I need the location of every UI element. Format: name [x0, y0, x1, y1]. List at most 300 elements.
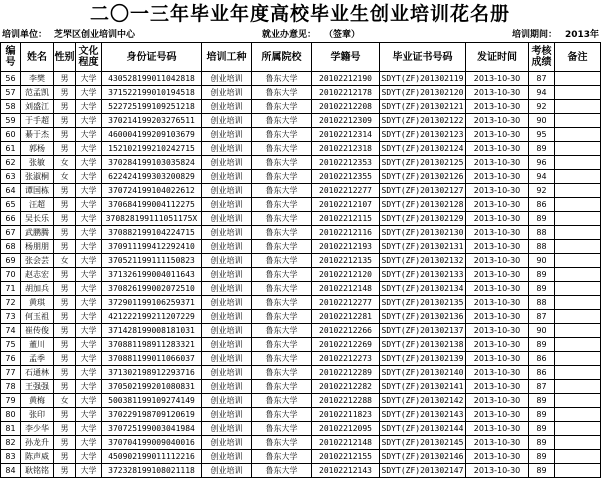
- cell-remarks: [555, 464, 601, 478]
- header-cell-no: 编号: [1, 43, 21, 72]
- cell-gender: 男: [54, 422, 76, 436]
- roster-table: [0, 42, 601, 478]
- cell-student-no: 20102212282: [312, 380, 380, 394]
- header-cell-remarks: 备注: [555, 43, 601, 72]
- cell-training-type: 创业培训: [202, 338, 252, 352]
- cell-school: 鲁东大学: [252, 226, 312, 240]
- cell-name: 张敏: [21, 156, 54, 170]
- cell-gender: 男: [54, 268, 76, 282]
- cell-issue-date: 2013-10-30: [466, 464, 529, 478]
- cell-training-type: 创业培训: [202, 198, 252, 212]
- cell-student-no: 20102212115: [312, 212, 380, 226]
- cell-no: 62: [1, 156, 21, 170]
- cell-student-no: 20102212353: [312, 156, 380, 170]
- cell-score: 89: [529, 212, 555, 226]
- cell-school: 鲁东大学: [252, 156, 312, 170]
- cell-student-no: 20102212155: [312, 450, 380, 464]
- cell-score: 95: [529, 128, 555, 142]
- cell-gender: 女: [54, 254, 76, 268]
- cell-certificate-no: SDYT(ZF)201302121: [380, 100, 466, 114]
- cell-id-number: 372328199108021118: [102, 464, 202, 478]
- cell-remarks: [555, 142, 601, 156]
- cell-school: 鲁东大学: [252, 128, 312, 142]
- cell-certificate-no: SDYT(ZF)201302119: [380, 72, 466, 86]
- cell-name: 张会芸: [21, 254, 54, 268]
- employment-office-opinion-value: （签章）: [324, 30, 361, 40]
- cell-no: 71: [1, 282, 21, 296]
- cell-student-no: 20102211823: [312, 408, 380, 422]
- cell-school: 鲁东大学: [252, 72, 312, 86]
- cell-remarks: [555, 170, 601, 184]
- header-cell-issue-date: 发证时间: [466, 43, 529, 72]
- cell-remarks: [555, 86, 601, 100]
- cell-id-number: 370684199004112275: [102, 198, 202, 212]
- table-row: [1, 142, 601, 156]
- cell-education: 大学: [76, 296, 102, 310]
- cell-remarks: [555, 436, 601, 450]
- cell-no: 67: [1, 226, 21, 240]
- cell-issue-date: 2013-10-30: [466, 450, 529, 464]
- cell-school: 鲁东大学: [252, 212, 312, 226]
- cell-id-number: 430528199011042818: [102, 72, 202, 86]
- cell-no: 65: [1, 198, 21, 212]
- cell-score: 92: [529, 184, 555, 198]
- cell-gender: 男: [54, 72, 76, 86]
- cell-id-number: 371428199008181031: [102, 324, 202, 338]
- cell-training-type: 创业培训: [202, 324, 252, 338]
- cell-school: 鲁东大学: [252, 324, 312, 338]
- training-unit-value: 芝罘区创业培训中心: [54, 30, 136, 40]
- cell-education: 大学: [76, 254, 102, 268]
- cell-issue-date: 2013-10-30: [466, 128, 529, 142]
- header-cell-score: 考核成绩: [529, 43, 555, 72]
- cell-no: 80: [1, 408, 21, 422]
- cell-gender: 女: [54, 156, 76, 170]
- cell-certificate-no: SDYT(ZF)201302140: [380, 366, 466, 380]
- cell-training-type: 创业培训: [202, 86, 252, 100]
- cell-score: 88: [529, 296, 555, 310]
- table-row: [1, 212, 601, 226]
- cell-education: 大学: [76, 184, 102, 198]
- cell-issue-date: 2013-10-30: [466, 240, 529, 254]
- cell-certificate-no: SDYT(ZF)201302143: [380, 408, 466, 422]
- table-row: [1, 324, 601, 338]
- cell-remarks: [555, 394, 601, 408]
- cell-education: 大学: [76, 156, 102, 170]
- cell-remarks: [555, 310, 601, 324]
- cell-name: 石通林: [21, 366, 54, 380]
- cell-issue-date: 2013-10-30: [466, 226, 529, 240]
- cell-name: 耿铭铭: [21, 464, 54, 478]
- cell-score: 92: [529, 100, 555, 114]
- cell-education: 大学: [76, 100, 102, 114]
- cell-score: 90: [529, 254, 555, 268]
- table-row: [1, 296, 601, 310]
- cell-student-no: 20102212178: [312, 86, 380, 100]
- cell-school: 鲁东大学: [252, 338, 312, 352]
- table-row: [1, 450, 601, 464]
- cell-student-no: 20102212135: [312, 254, 380, 268]
- cell-gender: 女: [54, 394, 76, 408]
- cell-education: 大学: [76, 170, 102, 184]
- cell-student-no: 20102212143: [312, 464, 380, 478]
- cell-certificate-no: SDYT(ZF)201302126: [380, 170, 466, 184]
- table-row: [1, 268, 601, 282]
- cell-gender: 男: [54, 142, 76, 156]
- cell-gender: 男: [54, 184, 76, 198]
- cell-remarks: [555, 254, 601, 268]
- cell-issue-date: 2013-10-30: [466, 282, 529, 296]
- cell-no: 82: [1, 436, 21, 450]
- cell-training-type: 创业培训: [202, 128, 252, 142]
- cell-gender: 男: [54, 282, 76, 296]
- cell-issue-date: 2013-10-30: [466, 254, 529, 268]
- cell-remarks: [555, 282, 601, 296]
- cell-gender: 男: [54, 296, 76, 310]
- cell-school: 鲁东大学: [252, 366, 312, 380]
- cell-name: 李少华: [21, 422, 54, 436]
- cell-education: 大学: [76, 128, 102, 142]
- cell-name: 郭杨: [21, 142, 54, 156]
- cell-student-no: 20102212288: [312, 394, 380, 408]
- cell-training-type: 创业培训: [202, 464, 252, 478]
- cell-issue-date: 2013-10-30: [466, 408, 529, 422]
- cell-issue-date: 2013-10-30: [466, 212, 529, 226]
- cell-score: 89: [529, 394, 555, 408]
- cell-education: 大学: [76, 212, 102, 226]
- cell-issue-date: 2013-10-30: [466, 72, 529, 86]
- cell-name: 杨朋朋: [21, 240, 54, 254]
- cell-issue-date: 2013-10-30: [466, 100, 529, 114]
- cell-training-type: 创业培训: [202, 268, 252, 282]
- cell-student-no: 20102212355: [312, 170, 380, 184]
- cell-remarks: [555, 114, 601, 128]
- cell-name: 綦于杰: [21, 128, 54, 142]
- table-row: [1, 366, 601, 380]
- cell-school: 鲁东大学: [252, 184, 312, 198]
- table-row: [1, 100, 601, 114]
- cell-score: 96: [529, 156, 555, 170]
- table-row: [1, 282, 601, 296]
- header-cell-certificate-no: 毕业证书号码: [380, 43, 466, 72]
- cell-training-type: 创业培训: [202, 184, 252, 198]
- cell-school: 鲁东大学: [252, 100, 312, 114]
- table-row: [1, 128, 601, 142]
- cell-certificate-no: SDYT(ZF)201302142: [380, 394, 466, 408]
- cell-student-no: 20102212148: [312, 436, 380, 450]
- cell-remarks: [555, 422, 601, 436]
- cell-name: 董川: [21, 338, 54, 352]
- cell-score: 89: [529, 282, 555, 296]
- cell-school: 鲁东大学: [252, 380, 312, 394]
- cell-id-number: 370704199009040016: [102, 436, 202, 450]
- cell-name: 崔传俊: [21, 324, 54, 338]
- cell-certificate-no: SDYT(ZF)201302133: [380, 268, 466, 282]
- cell-no: 58: [1, 100, 21, 114]
- cell-issue-date: 2013-10-30: [466, 310, 529, 324]
- cell-remarks: [555, 380, 601, 394]
- cell-name: 范孟凯: [21, 86, 54, 100]
- cell-gender: 男: [54, 338, 76, 352]
- table-row: [1, 254, 601, 268]
- cell-id-number: 370911199412292410: [102, 240, 202, 254]
- cell-score: 89: [529, 450, 555, 464]
- cell-certificate-no: SDYT(ZF)201302124: [380, 142, 466, 156]
- cell-no: 64: [1, 184, 21, 198]
- cell-name: 吴长乐: [21, 212, 54, 226]
- cell-student-no: 20102212120: [312, 268, 380, 282]
- cell-no: 83: [1, 450, 21, 464]
- cell-education: 大学: [76, 142, 102, 156]
- cell-training-type: 创业培训: [202, 114, 252, 128]
- cell-remarks: [555, 156, 601, 170]
- cell-no: 56: [1, 72, 21, 86]
- cell-education: 大学: [76, 352, 102, 366]
- table-row: [1, 338, 601, 352]
- cell-school: 鲁东大学: [252, 240, 312, 254]
- cell-certificate-no: SDYT(ZF)201302127: [380, 184, 466, 198]
- cell-gender: 男: [54, 212, 76, 226]
- cell-issue-date: 2013-10-30: [466, 142, 529, 156]
- cell-gender: 男: [54, 366, 76, 380]
- cell-score: 87: [529, 380, 555, 394]
- cell-no: 84: [1, 464, 21, 478]
- cell-score: 90: [529, 324, 555, 338]
- cell-education: 大学: [76, 268, 102, 282]
- cell-id-number: 370724199104022612: [102, 184, 202, 198]
- cell-certificate-no: SDYT(ZF)201302135: [380, 296, 466, 310]
- cell-name: 黄梅: [21, 394, 54, 408]
- cell-education: 大学: [76, 240, 102, 254]
- training-period-value: 2013年: [565, 30, 600, 40]
- cell-remarks: [555, 198, 601, 212]
- cell-no: 77: [1, 366, 21, 380]
- cell-education: 大学: [76, 86, 102, 100]
- cell-no: 69: [1, 254, 21, 268]
- cell-gender: 男: [54, 436, 76, 450]
- roster-body: [1, 72, 601, 478]
- table-row: [1, 184, 601, 198]
- cell-student-no: 20102212273: [312, 352, 380, 366]
- cell-name: 张印: [21, 408, 54, 422]
- cell-training-type: 创业培训: [202, 254, 252, 268]
- cell-remarks: [555, 100, 601, 114]
- cell-education: 大学: [76, 366, 102, 380]
- employment-office-opinion-label: 就业办意见：: [262, 30, 317, 40]
- cell-name: 王强强: [21, 380, 54, 394]
- cell-gender: 男: [54, 324, 76, 338]
- table-row: [1, 240, 601, 254]
- table-row: [1, 86, 601, 100]
- cell-certificate-no: SDYT(ZF)201302139: [380, 352, 466, 366]
- cell-id-number: 522725199109251218: [102, 100, 202, 114]
- cell-education: 大学: [76, 436, 102, 450]
- cell-issue-date: 2013-10-30: [466, 436, 529, 450]
- cell-name: 赵志宏: [21, 268, 54, 282]
- cell-training-type: 创业培训: [202, 156, 252, 170]
- cell-id-number: 370881199011066037: [102, 352, 202, 366]
- cell-id-number: 152102199210242715: [102, 142, 202, 156]
- cell-certificate-no: SDYT(ZF)201302141: [380, 380, 466, 394]
- cell-name: 于手超: [21, 114, 54, 128]
- cell-certificate-no: SDYT(ZF)201302131: [380, 240, 466, 254]
- cell-student-no: 20102212281: [312, 310, 380, 324]
- cell-certificate-no: SDYT(ZF)201302128: [380, 198, 466, 212]
- cell-gender: 男: [54, 464, 76, 478]
- cell-id-number: 421222199211207229: [102, 310, 202, 324]
- cell-no: 70: [1, 268, 21, 282]
- cell-gender: 男: [54, 128, 76, 142]
- cell-issue-date: 2013-10-30: [466, 338, 529, 352]
- cell-student-no: 20102212266: [312, 324, 380, 338]
- cell-issue-date: 2013-10-30: [466, 296, 529, 310]
- cell-id-number: 370521199111150823: [102, 254, 202, 268]
- table-row: [1, 380, 601, 394]
- table-row: [1, 198, 601, 212]
- cell-score: 89: [529, 268, 555, 282]
- cell-gender: 男: [54, 310, 76, 324]
- header-cell-student-no: 学籍号: [312, 43, 380, 72]
- cell-no: 60: [1, 128, 21, 142]
- cell-training-type: 创业培训: [202, 296, 252, 310]
- cell-issue-date: 2013-10-30: [466, 422, 529, 436]
- cell-score: 94: [529, 170, 555, 184]
- cell-training-type: 创业培训: [202, 352, 252, 366]
- cell-gender: 男: [54, 380, 76, 394]
- cell-certificate-no: SDYT(ZF)201302136: [380, 310, 466, 324]
- cell-no: 63: [1, 170, 21, 184]
- table-row: [1, 422, 601, 436]
- cell-certificate-no: SDYT(ZF)201302132: [380, 254, 466, 268]
- info-line: [0, 28, 600, 42]
- cell-education: 大学: [76, 450, 102, 464]
- table-row: [1, 226, 601, 240]
- cell-score: 94: [529, 86, 555, 100]
- cell-school: 鲁东大学: [252, 268, 312, 282]
- table-row: [1, 310, 601, 324]
- cell-issue-date: 2013-10-30: [466, 170, 529, 184]
- cell-school: 鲁东大学: [252, 198, 312, 212]
- cell-education: 大学: [76, 422, 102, 436]
- cell-id-number: 371522199010194518: [102, 86, 202, 100]
- cell-gender: 男: [54, 408, 76, 422]
- cell-school: 鲁东大学: [252, 86, 312, 100]
- cell-school: 鲁东大学: [252, 464, 312, 478]
- cell-training-type: 创业培训: [202, 226, 252, 240]
- cell-remarks: [555, 296, 601, 310]
- cell-issue-date: 2013-10-30: [466, 324, 529, 338]
- training-period-label: 培训期间：: [512, 30, 558, 40]
- cell-score: 90: [529, 114, 555, 128]
- cell-student-no: 20102212107: [312, 198, 380, 212]
- cell-remarks: [555, 226, 601, 240]
- cell-name: 何玉祖: [21, 310, 54, 324]
- cell-education: 大学: [76, 324, 102, 338]
- cell-training-type: 创业培训: [202, 450, 252, 464]
- cell-certificate-no: SDYT(ZF)201302146: [380, 450, 466, 464]
- cell-gender: 女: [54, 170, 76, 184]
- cell-gender: 男: [54, 114, 76, 128]
- cell-no: 72: [1, 296, 21, 310]
- cell-score: 89: [529, 408, 555, 422]
- cell-score: 89: [529, 338, 555, 352]
- cell-id-number: 372901199106259371: [102, 296, 202, 310]
- cell-no: 79: [1, 394, 21, 408]
- cell-remarks: [555, 72, 601, 86]
- cell-no: 61: [1, 142, 21, 156]
- header-cell-gender: 性别: [54, 43, 76, 72]
- table-row: [1, 156, 601, 170]
- cell-gender: 男: [54, 86, 76, 100]
- cell-name: 武鹏腾: [21, 226, 54, 240]
- cell-score: 88: [529, 226, 555, 240]
- cell-id-number: 370826199002072510: [102, 282, 202, 296]
- cell-id-number: 370828199111051175X: [102, 212, 202, 226]
- cell-education: 大学: [76, 114, 102, 128]
- cell-id-number: 370882199104224715: [102, 226, 202, 240]
- cell-certificate-no: SDYT(ZF)201302147: [380, 464, 466, 478]
- cell-school: 鲁东大学: [252, 310, 312, 324]
- cell-training-type: 创业培训: [202, 212, 252, 226]
- cell-education: 大学: [76, 72, 102, 86]
- cell-score: 88: [529, 240, 555, 254]
- cell-education: 大学: [76, 198, 102, 212]
- cell-school: 鲁东大学: [252, 254, 312, 268]
- cell-training-type: 创业培训: [202, 408, 252, 422]
- cell-id-number: 370725199003041984: [102, 422, 202, 436]
- header-row: [1, 43, 601, 72]
- cell-school: 鲁东大学: [252, 282, 312, 296]
- table-row: [1, 352, 601, 366]
- header-cell-id-number: 身份证号码: [102, 43, 202, 72]
- cell-student-no: 20102212277: [312, 184, 380, 198]
- cell-certificate-no: SDYT(ZF)201302129: [380, 212, 466, 226]
- cell-school: 鲁东大学: [252, 394, 312, 408]
- cell-gender: 男: [54, 100, 76, 114]
- table-row: [1, 408, 601, 422]
- cell-school: 鲁东大学: [252, 422, 312, 436]
- cell-training-type: 创业培训: [202, 240, 252, 254]
- cell-certificate-no: SDYT(ZF)201302123: [380, 128, 466, 142]
- cell-training-type: 创业培训: [202, 100, 252, 114]
- cell-score: 87: [529, 310, 555, 324]
- cell-training-type: 创业培训: [202, 436, 252, 450]
- cell-score: 86: [529, 198, 555, 212]
- cell-certificate-no: SDYT(ZF)201302137: [380, 324, 466, 338]
- cell-student-no: 20102212193: [312, 240, 380, 254]
- cell-name: 刘盛江: [21, 100, 54, 114]
- cell-training-type: 创业培训: [202, 170, 252, 184]
- cell-certificate-no: SDYT(ZF)201302130: [380, 226, 466, 240]
- cell-issue-date: 2013-10-30: [466, 156, 529, 170]
- cell-no: 74: [1, 324, 21, 338]
- cell-education: 大学: [76, 282, 102, 296]
- cell-no: 66: [1, 212, 21, 226]
- cell-certificate-no: SDYT(ZF)201302145: [380, 436, 466, 450]
- cell-gender: 男: [54, 352, 76, 366]
- cell-training-type: 创业培训: [202, 310, 252, 324]
- cell-training-type: 创业培训: [202, 422, 252, 436]
- cell-id-number: 622424199303200829: [102, 170, 202, 184]
- cell-remarks: [555, 324, 601, 338]
- cell-remarks: [555, 184, 601, 198]
- cell-certificate-no: SDYT(ZF)201302120: [380, 86, 466, 100]
- cell-issue-date: 2013-10-30: [466, 86, 529, 100]
- cell-remarks: [555, 366, 601, 380]
- cell-name: 汪超: [21, 198, 54, 212]
- cell-school: 鲁东大学: [252, 436, 312, 450]
- cell-id-number: 370284199103035824: [102, 156, 202, 170]
